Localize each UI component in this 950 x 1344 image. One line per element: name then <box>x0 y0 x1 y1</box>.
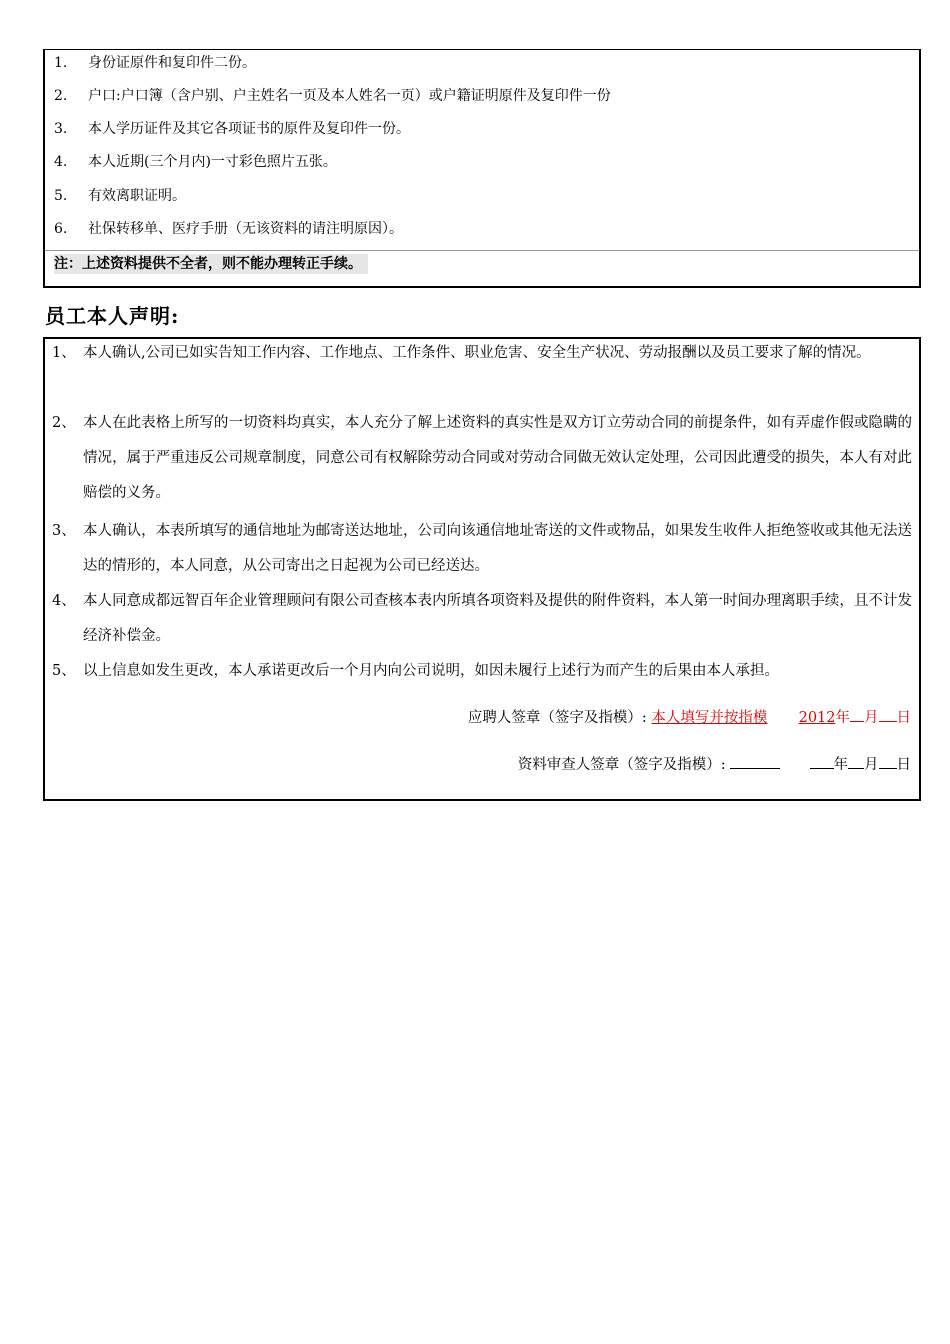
applicant-year-unit: 年 <box>835 710 850 726</box>
declaration-number: 2、 <box>52 415 76 431</box>
requirement-number: 2. <box>54 88 68 104</box>
reviewer-sign-day[interactable] <box>879 753 897 769</box>
applicant-day-unit: 日 <box>896 710 911 726</box>
declaration-text: 本人同意成都远智百年企业管理顾问有限公司查核本表内所填各项资料及提供的附件资料，本人第一时间办理离职手续，且不计发经济补偿金。 <box>83 593 912 644</box>
requirement-number: 3. <box>54 121 68 137</box>
applicant-signature-field[interactable]: 本人填写并按指模 <box>651 710 768 726</box>
requirement-item <box>54 219 403 239</box>
reviewer-sign-month[interactable] <box>848 753 864 769</box>
applicant-signature-row <box>468 706 911 729</box>
applicant-sign-day[interactable] <box>879 706 897 722</box>
requirement-item <box>54 86 611 106</box>
requirement-text: 本人学历证件及其它各项证书的原件及复印件一份。 <box>88 121 410 137</box>
requirement-item <box>54 186 186 206</box>
reviewer-year-unit: 年 <box>833 757 848 773</box>
requirement-text: 户口:户口簿（含户别、户主姓名一页及本人姓名一页）或户籍证明原件及复印件一份 <box>88 88 611 104</box>
requirement-number: 6. <box>54 221 68 237</box>
declaration-text: 本人确认，本表所填写的通信地址为邮寄送达地址，公司向该通信地址寄送的文件或物品，如果发生收件人拒绝签收或其他无法送达的情形的，本人同意，从公司寄出之日起视为公司已经送达。 <box>83 523 912 574</box>
requirement-text: 本人近期(三个月内)一寸彩色照片五张。 <box>88 154 337 170</box>
applicant-sign-month[interactable] <box>850 706 864 722</box>
note-divider <box>45 250 919 251</box>
applicant-signature-label: 应聘人签章（签字及指模）: <box>467 710 647 726</box>
reviewer-sign-year[interactable] <box>810 753 834 769</box>
reviewer-day-unit: 日 <box>896 757 911 773</box>
reviewer-month-unit: 月 <box>864 757 879 773</box>
requirement-text: 社保转移单、医疗手册（无该资料的请注明原因）。 <box>88 221 403 237</box>
declaration-box <box>43 337 921 801</box>
requirement-number: 1. <box>54 55 68 71</box>
reviewer-signature-row <box>518 753 911 776</box>
reviewer-signature-label: 资料审查人签章（签字及指模）: <box>517 757 726 773</box>
requirement-text: 身份证原件和复印件二份。 <box>88 55 256 71</box>
applicant-sign-year[interactable]: 2012 <box>798 710 836 726</box>
declaration-number: 3、 <box>52 523 76 539</box>
declaration-item <box>52 514 912 584</box>
declaration-text: 本人确认,公司已如实告知工作内容、工作地点、工作条件、职业危害、安全生产状况、劳动报酬以及员工要求了解的情况。 <box>83 345 871 361</box>
requirements-note: 注：上述资料提供不全者，则不能办理转正手续。 <box>54 254 368 274</box>
requirement-text: 有效离职证明。 <box>88 188 186 204</box>
declaration-item <box>52 584 912 654</box>
declaration-number: 1、 <box>52 345 76 361</box>
requirement-item <box>54 53 256 73</box>
declaration-item <box>52 406 912 511</box>
requirement-number: 4. <box>54 154 68 170</box>
requirement-item <box>54 119 410 139</box>
applicant-month-unit: 月 <box>864 710 879 726</box>
declaration-title: 员工本人声明: <box>45 304 180 328</box>
requirement-item <box>54 152 337 172</box>
declaration-text: 本人在此表格上所写的一切资料均真实，本人充分了解上述资料的真实性是双方订立劳动合同的前提条件，如有弄虚作假或隐瞒的情况，属于严重违反公司规章制度，同意公司有权解除劳动合同或对劳动合同做无效认定处理，公司因此遭受的损失，本人有对此赔偿的义务。 <box>83 415 912 501</box>
declaration-text: 以上信息如发生更改，本人承诺更改后一个月内向公司说明，如因未履行上述行为而产生的后果由本人承担。 <box>83 663 779 679</box>
declaration-number: 4、 <box>52 593 76 609</box>
required-documents-box <box>43 49 921 288</box>
reviewer-signature-field[interactable] <box>730 753 780 769</box>
declaration-item <box>52 336 912 371</box>
declaration-item <box>52 654 912 689</box>
requirement-number: 5. <box>54 188 68 204</box>
declaration-number: 5、 <box>52 663 76 679</box>
